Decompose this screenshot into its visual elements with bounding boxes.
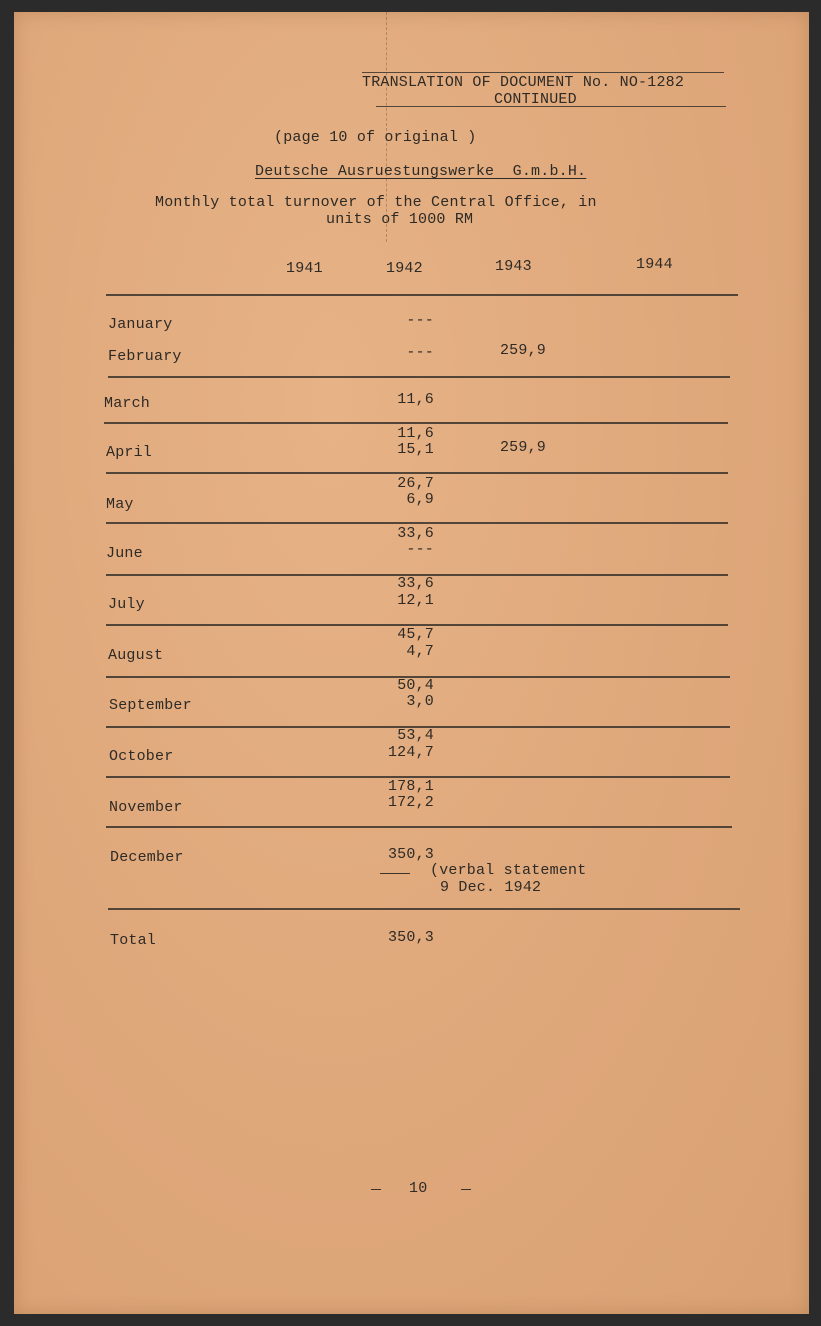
month-label: February: [108, 348, 182, 365]
footer-dash-left: [371, 1189, 381, 1190]
month-label: December: [110, 849, 184, 866]
value-1942: 12,1: [397, 592, 434, 609]
page-reference: (page 10 of original ): [274, 129, 477, 146]
value-1942: 11,6: [397, 391, 434, 408]
year-1944: 1944: [636, 256, 673, 273]
carry-1942: 33,6: [397, 525, 434, 542]
company-name: Deutsche Ausruestungswerke G.m.b.H.: [255, 163, 587, 180]
month-label: June: [106, 545, 143, 562]
total-value: 350,3: [387, 929, 434, 946]
value-1942: 172,2: [387, 794, 434, 811]
year-1941: 1941: [286, 260, 323, 277]
month-label: April: [106, 444, 153, 461]
table-heading-line1: Monthly total turnover of the Central Office, in: [155, 194, 597, 211]
value-1942: 15,1: [397, 441, 434, 458]
value-1943: 259,9: [499, 342, 546, 359]
footer-dash-right: [461, 1189, 471, 1190]
total-label: Total: [110, 932, 157, 949]
row-rule: [106, 522, 728, 524]
row-rule: [106, 472, 728, 474]
year-1942: 1942: [386, 260, 423, 277]
month-label: January: [108, 316, 173, 333]
table-heading-line2: units of 1000 RM: [326, 211, 474, 228]
month-label: March: [104, 395, 151, 412]
month-label: May: [106, 496, 134, 513]
value-1942: ---: [406, 312, 434, 329]
row-rule: [104, 422, 728, 424]
month-label: November: [109, 799, 183, 816]
value-1942: 124,7: [387, 744, 434, 761]
carry-1942: 178,1: [387, 778, 434, 795]
value-1942: ---: [406, 541, 434, 558]
blank-dash: [380, 873, 410, 874]
month-label: September: [109, 697, 192, 714]
page-number: 10: [409, 1180, 428, 1197]
total-rule: [108, 908, 740, 910]
value-1942: ---: [406, 344, 434, 361]
december-note-date: 9 Dec. 1942: [440, 879, 542, 896]
row-rule: [106, 826, 732, 828]
month-label: July: [108, 596, 145, 613]
header-rule: [106, 294, 738, 296]
value-1942: 6,9: [406, 491, 434, 508]
carry-1942: 50,4: [397, 677, 434, 694]
continued-label: CONTINUED: [494, 91, 577, 108]
value-1942: 4,7: [406, 643, 434, 660]
header-top-rule: [362, 72, 724, 73]
month-label: August: [108, 647, 164, 664]
carry-1942: 45,7: [397, 626, 434, 643]
row-rule: [108, 376, 730, 378]
month-label: October: [109, 748, 174, 765]
december-note: (verbal statement: [430, 862, 587, 879]
carry-1942: 53,4: [397, 727, 434, 744]
carry-1942: 26,7: [397, 475, 434, 492]
carry-1942: 11,6: [397, 425, 434, 442]
value-1943: 259,9: [499, 439, 546, 456]
value-1942: 350,3: [387, 846, 434, 863]
value-1942: 3,0: [406, 693, 434, 710]
translation-header: TRANSLATION OF DOCUMENT No. NO-1282: [362, 74, 685, 91]
year-1943: 1943: [495, 258, 532, 275]
header-bottom-rule: [376, 106, 726, 107]
carry-1942: 33,6: [397, 575, 434, 592]
